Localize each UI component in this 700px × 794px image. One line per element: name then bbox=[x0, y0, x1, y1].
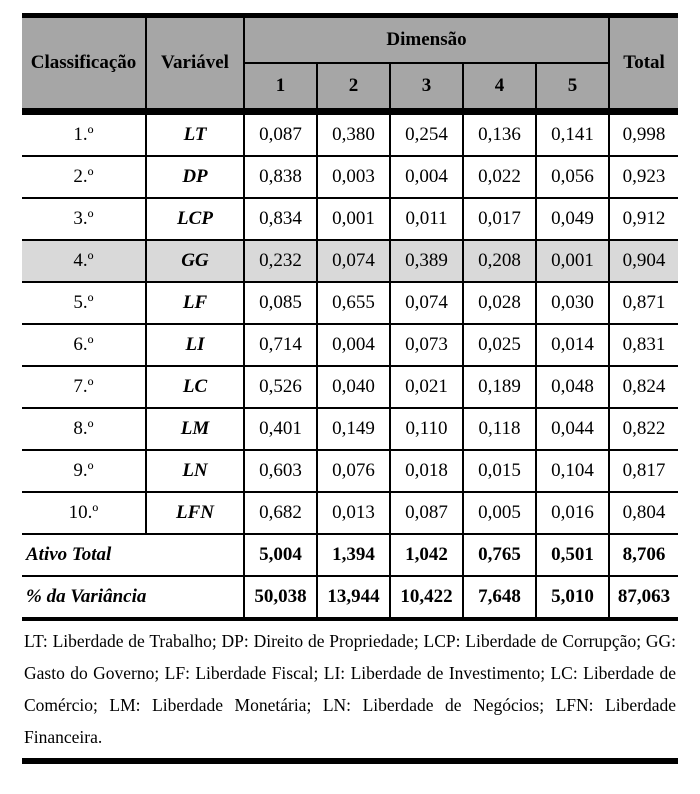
dimension-5-cell: 0,141 bbox=[536, 114, 609, 156]
dimension-4-cell: 0,136 bbox=[463, 114, 536, 156]
dimension-1-cell: 0,838 bbox=[244, 156, 317, 198]
summary-total-cell: 8,706 bbox=[609, 534, 678, 576]
total-cell: 0,871 bbox=[609, 282, 678, 324]
header-total: Total bbox=[609, 18, 678, 108]
summary-dimension-1-cell: 50,038 bbox=[244, 576, 317, 618]
dimension-1-cell: 0,834 bbox=[244, 198, 317, 240]
dimension-1-cell: 0,682 bbox=[244, 492, 317, 534]
variable-cell: GG bbox=[146, 240, 244, 282]
dimension-1-cell: 0,603 bbox=[244, 450, 317, 492]
header-dimension-5: 5 bbox=[536, 63, 609, 108]
dimension-4-cell: 0,017 bbox=[463, 198, 536, 240]
dimension-1-cell: 0,526 bbox=[244, 366, 317, 408]
summary-label: % da Variância bbox=[22, 576, 244, 618]
summary-dimension-3-cell: 10,422 bbox=[390, 576, 463, 618]
variable-cell: LM bbox=[146, 408, 244, 450]
dimension-3-cell: 0,254 bbox=[390, 114, 463, 156]
dimension-3-cell: 0,074 bbox=[390, 282, 463, 324]
variable-cell: DP bbox=[146, 156, 244, 198]
header-variavel: Variável bbox=[146, 18, 244, 108]
rank-cell: 8.º bbox=[22, 408, 146, 450]
dimension-1-cell: 0,714 bbox=[244, 324, 317, 366]
dimension-2-cell: 0,074 bbox=[317, 240, 390, 282]
dimension-5-cell: 0,049 bbox=[536, 198, 609, 240]
dimension-3-cell: 0,087 bbox=[390, 492, 463, 534]
summary-dimension-2-cell: 1,394 bbox=[317, 534, 390, 576]
total-cell: 0,824 bbox=[609, 366, 678, 408]
dimension-1-cell: 0,401 bbox=[244, 408, 317, 450]
dimension-3-cell: 0,021 bbox=[390, 366, 463, 408]
dimension-3-cell: 0,004 bbox=[390, 156, 463, 198]
dimension-2-cell: 0,076 bbox=[317, 450, 390, 492]
dimension-4-cell: 0,118 bbox=[463, 408, 536, 450]
total-cell: 0,804 bbox=[609, 492, 678, 534]
dimension-4-cell: 0,208 bbox=[463, 240, 536, 282]
variable-cell: LT bbox=[146, 114, 244, 156]
summary-dimension-5-cell: 5,010 bbox=[536, 576, 609, 618]
dimension-4-cell: 0,025 bbox=[463, 324, 536, 366]
dimension-2-cell: 0,004 bbox=[317, 324, 390, 366]
dimension-5-cell: 0,016 bbox=[536, 492, 609, 534]
total-cell: 0,904 bbox=[609, 240, 678, 282]
total-cell: 0,998 bbox=[609, 114, 678, 156]
rank-cell: 2.º bbox=[22, 156, 146, 198]
dimension-5-cell: 0,104 bbox=[536, 450, 609, 492]
dimension-3-cell: 0,018 bbox=[390, 450, 463, 492]
summary-dimension-4-cell: 7,648 bbox=[463, 576, 536, 618]
dimension-5-cell: 0,056 bbox=[536, 156, 609, 198]
table-row bbox=[22, 114, 678, 156]
table-row bbox=[22, 282, 678, 324]
results-table bbox=[22, 18, 678, 619]
variable-cell: LCP bbox=[146, 198, 244, 240]
dimension-1-cell: 0,087 bbox=[244, 114, 317, 156]
summary-dimension-2-cell: 13,944 bbox=[317, 576, 390, 618]
header-dimension-2: 2 bbox=[317, 63, 390, 108]
rank-cell: 6.º bbox=[22, 324, 146, 366]
summary-label: Ativo Total bbox=[22, 534, 244, 576]
table-row bbox=[22, 324, 678, 366]
variable-cell: LFN bbox=[146, 492, 244, 534]
dimension-5-cell: 0,014 bbox=[536, 324, 609, 366]
total-cell: 0,912 bbox=[609, 198, 678, 240]
dimension-4-cell: 0,022 bbox=[463, 156, 536, 198]
dimension-2-cell: 0,003 bbox=[317, 156, 390, 198]
header-dimension-4: 4 bbox=[463, 63, 536, 108]
table-row bbox=[22, 240, 678, 282]
rank-cell: 9.º bbox=[22, 450, 146, 492]
summary-total-cell: 87,063 bbox=[609, 576, 678, 618]
table-row bbox=[22, 450, 678, 492]
summary-dimension-1-cell: 5,004 bbox=[244, 534, 317, 576]
summary-dimension-3-cell: 1,042 bbox=[390, 534, 463, 576]
total-cell: 0,923 bbox=[609, 156, 678, 198]
rank-cell: 3.º bbox=[22, 198, 146, 240]
table-row bbox=[22, 408, 678, 450]
table-row bbox=[22, 492, 678, 534]
dimension-3-cell: 0,011 bbox=[390, 198, 463, 240]
rank-cell: 10.º bbox=[22, 492, 146, 534]
table-row bbox=[22, 156, 678, 198]
dimension-2-cell: 0,380 bbox=[317, 114, 390, 156]
dimension-4-cell: 0,028 bbox=[463, 282, 536, 324]
dimension-2-cell: 0,001 bbox=[317, 198, 390, 240]
variable-cell: LI bbox=[146, 324, 244, 366]
variable-cell: LF bbox=[146, 282, 244, 324]
rank-cell: 4.º bbox=[22, 240, 146, 282]
variable-cell: LC bbox=[146, 366, 244, 408]
dimension-2-cell: 0,013 bbox=[317, 492, 390, 534]
rank-cell: 1.º bbox=[22, 114, 146, 156]
dimension-2-cell: 0,655 bbox=[317, 282, 390, 324]
dimension-5-cell: 0,044 bbox=[536, 408, 609, 450]
table-row bbox=[22, 366, 678, 408]
total-cell: 0,831 bbox=[609, 324, 678, 366]
dimension-2-cell: 0,149 bbox=[317, 408, 390, 450]
summary-dimension-4-cell: 0,765 bbox=[463, 534, 536, 576]
rank-cell: 5.º bbox=[22, 282, 146, 324]
dimension-4-cell: 0,015 bbox=[463, 450, 536, 492]
dimension-1-cell: 0,085 bbox=[244, 282, 317, 324]
header-dimension-3: 3 bbox=[390, 63, 463, 108]
rank-cell: 7.º bbox=[22, 366, 146, 408]
variable-cell: LN bbox=[146, 450, 244, 492]
bottom-rule bbox=[22, 758, 678, 764]
dimension-1-cell: 0,232 bbox=[244, 240, 317, 282]
dimension-3-cell: 0,110 bbox=[390, 408, 463, 450]
dimension-5-cell: 0,001 bbox=[536, 240, 609, 282]
total-cell: 0,817 bbox=[609, 450, 678, 492]
table-notes: LT: Liberdade de Trabalho; DP: Direito de Propriedade; LCP: Liberdade de Corrupção; GG: Gasto do Governo; LF: Liberdade Fiscal; LI: Liberdade de Investimento; LC: Liberdade de Comércio; LM: Liberdade Monetária; LN: Liberdade de Negócios; LFN: Liberdade Financeira. bbox=[22, 619, 678, 753]
dimension-5-cell: 0,048 bbox=[536, 366, 609, 408]
header-classificacao: Classificação bbox=[22, 18, 146, 108]
header-dimension-1: 1 bbox=[244, 63, 317, 108]
results-table-container bbox=[22, 13, 678, 753]
summary-row bbox=[22, 576, 678, 618]
dimension-4-cell: 0,189 bbox=[463, 366, 536, 408]
header-dimensao: Dimensão bbox=[244, 18, 609, 63]
dimension-3-cell: 0,389 bbox=[390, 240, 463, 282]
table-row bbox=[22, 198, 678, 240]
dimension-4-cell: 0,005 bbox=[463, 492, 536, 534]
total-cell: 0,822 bbox=[609, 408, 678, 450]
dimension-5-cell: 0,030 bbox=[536, 282, 609, 324]
dimension-3-cell: 0,073 bbox=[390, 324, 463, 366]
summary-dimension-5-cell: 0,501 bbox=[536, 534, 609, 576]
summary-row bbox=[22, 534, 678, 576]
dimension-2-cell: 0,040 bbox=[317, 366, 390, 408]
